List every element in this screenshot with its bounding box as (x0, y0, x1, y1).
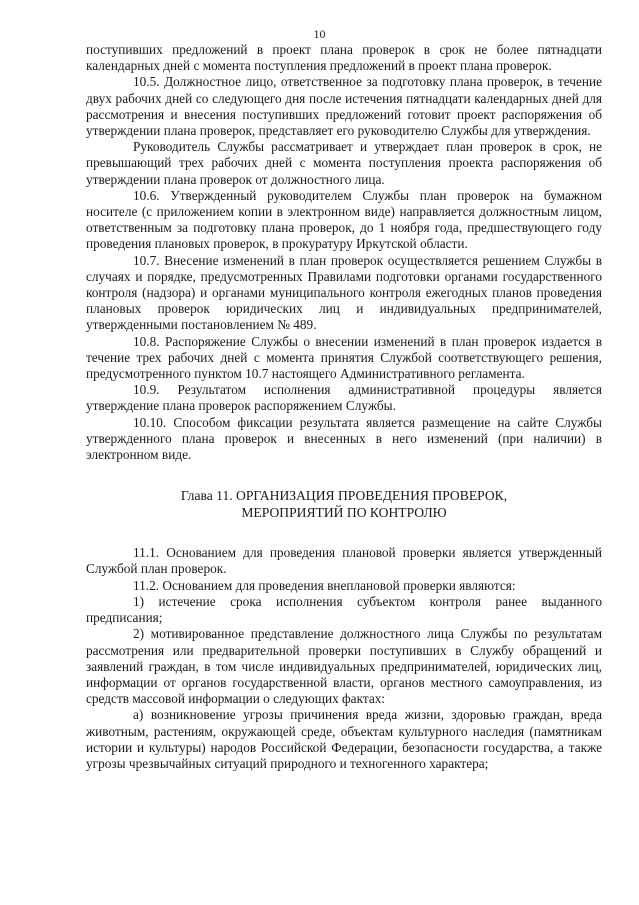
paragraph-10-10: 10.10. Способом фиксации результата является размещение на сайте Службы утвержденного плана проверок и внесенных в него изменений (при наличии) в электронном виде. (86, 414, 602, 463)
section-spacer (86, 521, 602, 533)
section-spacer (86, 463, 602, 475)
section-spacer (86, 475, 602, 487)
paragraph-11-2-item-a: а) возникновение угрозы причинения вреда жизни, здоровью граждан, вреда животным, растениям, окружающей среде, объектам культурного наследия (памятникам истории и культуры) народов Российской Федерации, безопасности государства, а также угрозы чрезвычайных ситуаций природного и техногенного характера; (86, 707, 602, 771)
paragraph-11-1: 11.1. Основанием для проведения плановой проверки является утвержденный Службой план проверок. (86, 545, 602, 577)
section-spacer (86, 533, 602, 545)
paragraph-10-6: 10.6. Утвержденный руководителем Службы план проверок на бумажном носителе (с приложением копии в электронном виде) направляется должностным лицом, ответственным за подготовку плана проверок, до 1 ноября года, предшествующего году проведения плановых проверок, в прокуратуру Иркутской области. (86, 187, 602, 252)
page-number: 10 (313, 27, 326, 41)
paragraph-10-4-continuation: поступивших предложений в проект плана проверок в срок не более пятнадцати календарных дней с момента поступления предложений в проект плана проверок. (86, 42, 602, 74)
paragraph-11-2: 11.2. Основанием для проведения внеплановой проверки являются: (133, 577, 516, 593)
paragraph-11-2-item-2: 2) мотивированное представление должностного лица Службы по результатам рассмотрения или предварительной проверки поступивших в Службу обращений и заявлений граждан, в том числе индивидуальных предпринимателей, юридических лиц, информации от органов государственной власти, органов местного самоуправления, из средств массовой информации о следующих фактах: (86, 626, 602, 707)
paragraph-10-5: 10.5. Должностное лицо, ответственное за подготовку плана проверок, в течение двух рабочих дней со следующего дня после истечения пятнадцати календарных дней для рассмотрения и внесения поступивших предложений готовит проект распоряжения об утверждении плана проверок, представляет его руководителю Службы для утверждения. (86, 74, 602, 139)
document-body (86, 42, 602, 772)
paragraph-10-8: 10.8. Распоряжение Службы о внесении изменений в план проверок издается в течение трех рабочих дней с момента принятия Службой соответствующего решения, предусмотренного пунктом 10.7 настоящего Административного регламента. (86, 333, 602, 382)
chapter-title-line-2: МЕРОПРИЯТИЙ ПО КОНТРОЛЮ (241, 505, 447, 521)
paragraph-11-2-item-1: 1) истечение срока исполнения субъектом контроля ранее выданного предписания; (86, 593, 602, 626)
paragraph-10-9: 10.9. Результатом исполнения административной процедуры является утверждение плана проверок распоряжением Службы. (86, 382, 602, 414)
chapter-heading (86, 487, 602, 521)
paragraph-10-5-approval: Руководитель Службы рассматривает и утверждает план проверок в срок, не превышающий трех рабочих дней с момента поступления проекта распоряжения об утверждении плана проверок от должностного лица. (86, 139, 602, 187)
paragraph-10-7: 10.7. Внесение изменений в план проверок осуществляется решением Службы в случаях и порядке, предусмотренных Правилами подготовки органами государственного контроля (надзора) и органами муниципального контроля ежегодных планов проведения плановых проверок юридических лиц и индивидуальных предпринимателей, утвержденными постановлением № 489. (86, 252, 602, 333)
chapter-title-line-1: Глава 11. ОРГАНИЗАЦИЯ ПРОВЕДЕНИЯ ПРОВЕРОК, (180, 488, 508, 504)
